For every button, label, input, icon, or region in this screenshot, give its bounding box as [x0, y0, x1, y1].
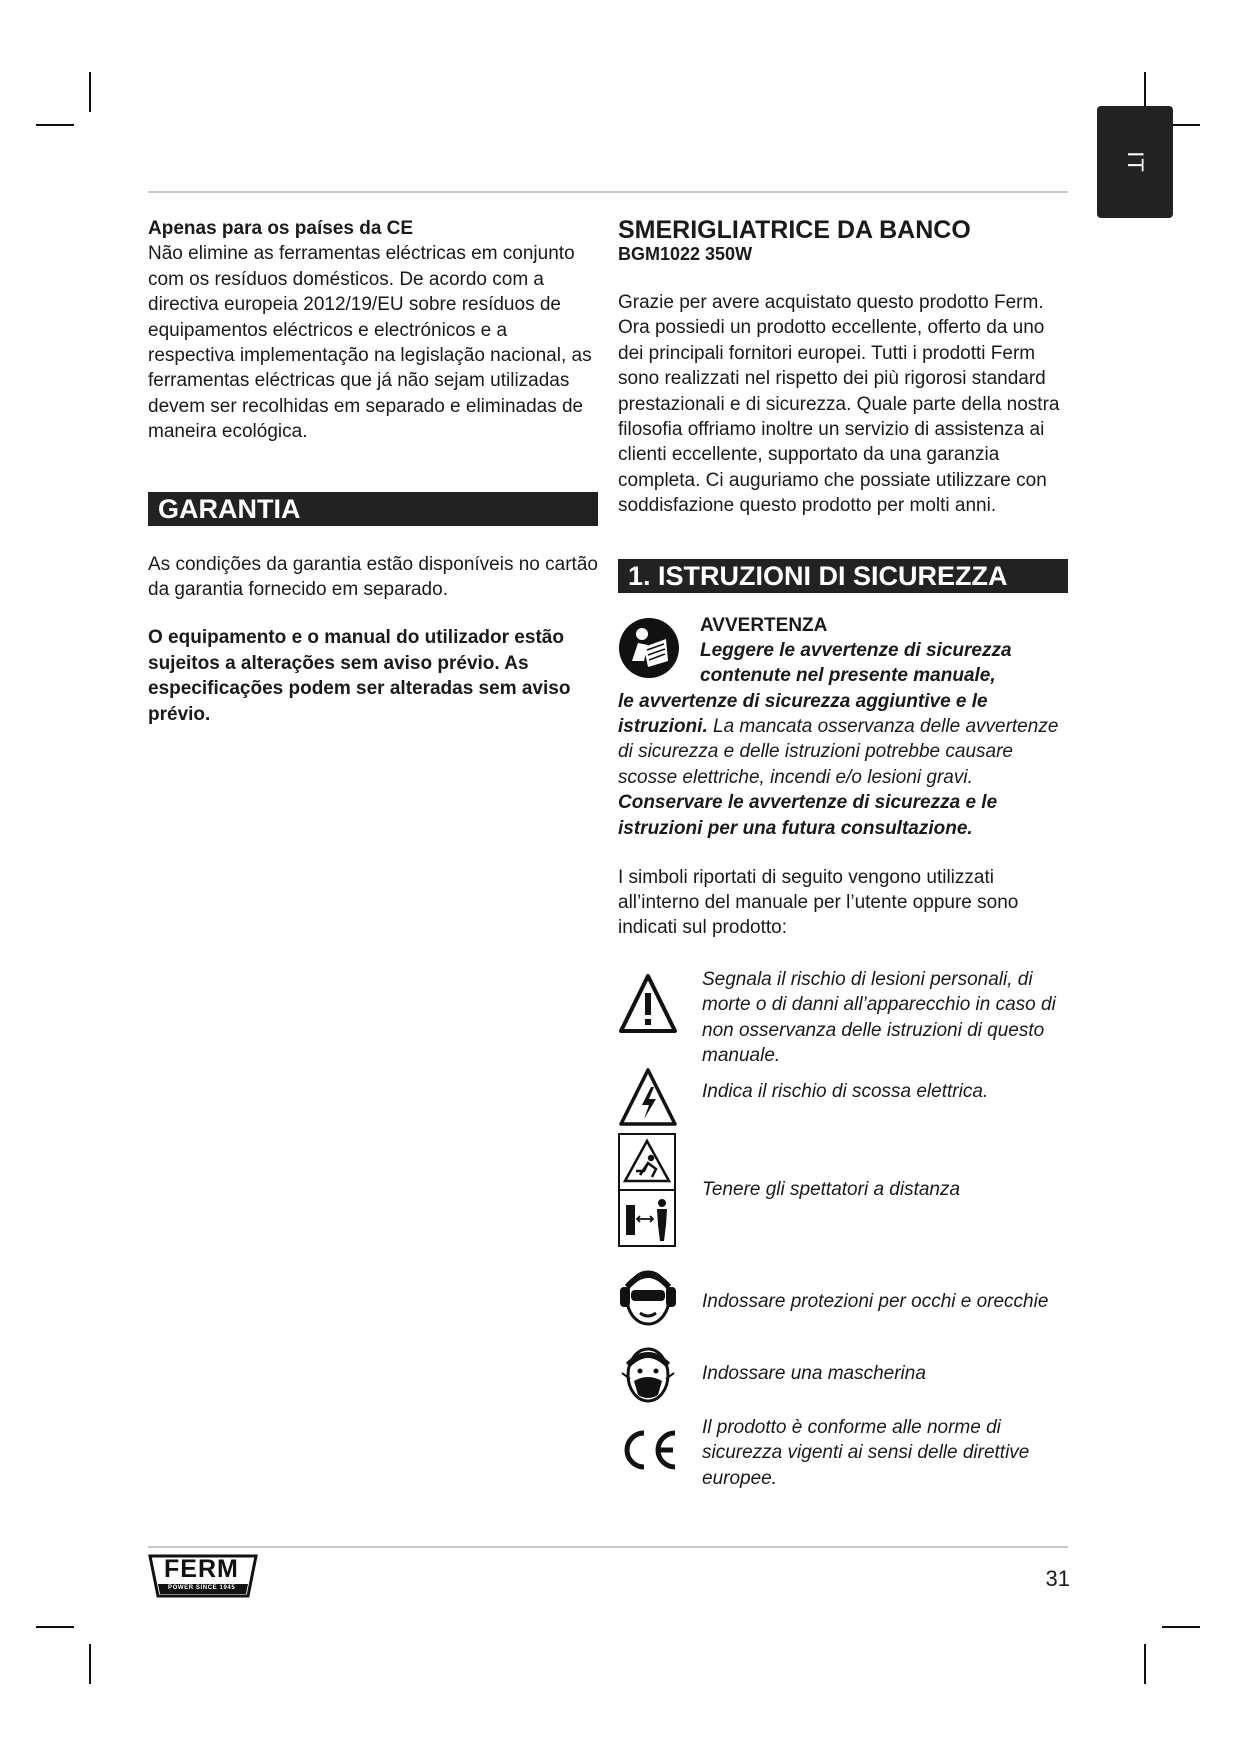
- product-model: BGM1022 350W: [618, 244, 753, 264]
- electric-shock-icon: [618, 1067, 678, 1132]
- crop-mark: [1162, 1626, 1200, 1628]
- warning-bold-3: Conservare le avvertenze di sicurezza e le istruzioni per una futura consultazione.: [618, 792, 998, 839]
- symbol-text: Indica il rischio di scossa elettrica.: [702, 1080, 989, 1102]
- footer-rule: [148, 1546, 1068, 1548]
- ce-body: Não elimine as ferramentas eléctricas em conjunto com os resíduos domésticos. De acordo com a directiva europeia 2012/19/EU sobre resíduos de equipamentos eléctricos e electrónicos e a respectiva implementação na legislação nacional, as ferramentas eléctricas que já não sejam utilizadas devem ser recolhidas em separado e eliminadas de maneira ecológica.: [148, 243, 592, 443]
- language-tab-label: IT: [1123, 151, 1148, 173]
- dust-mask-icon: [618, 1343, 678, 1410]
- warning-normal: La mancata osservanza delle avvertenze di sicurezza e delle istruzioni potrebbe causare scosse elettriche, incendi e/o lesioni gravi.: [618, 716, 1059, 788]
- language-tab: [1097, 106, 1173, 218]
- ce-heading: Apenas para os países da CE: [148, 218, 414, 239]
- warning-triangle-icon: [618, 973, 678, 1040]
- warning-label: AVVERTENZA: [700, 614, 828, 636]
- symbols-intro: I simboli riportati di seguito vengono utilizzati all’interno del manuale per l’utente oppure sono indicati sul prodotto:: [618, 866, 1019, 939]
- eye-ear-protection-icon: [618, 1265, 678, 1332]
- crop-mark: [1144, 1644, 1146, 1684]
- crop-mark: [36, 1626, 74, 1628]
- header-rule: [148, 191, 1068, 193]
- warning-bold-2: le avvertenze di sicurezza aggiuntive e le istruzioni.: [618, 690, 988, 738]
- symbol-list: [618, 967, 1068, 1507]
- symbol-text: Tenere gli spettatori a distanza: [702, 1178, 961, 1200]
- garantia-body: As condições da garantia estão disponíveis no cartão da garantia fornecido em separado.: [148, 553, 598, 601]
- warning-bold-1: Leggere le avvertenze di sicurezza contenute nel presente manuale,: [700, 639, 1012, 687]
- page-number: 31: [1045, 1566, 1070, 1591]
- symbol-text: Segnala il rischio di lesioni personali, di morte o di danni all’apparecchio in caso di non osservanza delle istruzioni di questo manuale.: [702, 968, 1056, 1067]
- symbol-text: Indossare una mascherina: [702, 1362, 926, 1384]
- ferm-logo: [148, 1554, 258, 1607]
- left-column: [148, 216, 598, 727]
- keep-bystanders-away-icon: [618, 1133, 676, 1252]
- symbol-text: Indossare protezioni per occhi e orecchie: [702, 1290, 1049, 1312]
- intro-text: Grazie per avere acquistato questo prodotto Ferm. Ora possiedi un prodotto eccellente, offerto da uno dei principali fornitori europei. Tutti i prodotti Ferm sono realizzati nel rispetto dei più rigorosi standard prestazionali e di sicurezza. Quale parte della nostra filosofia offriamo inoltre un servizio di assistenza ai clienti eccellente, supportato da una garanzia completa. Ci auguriamo che possiate utilizzare con soddisfazione questo prodotto per molti anni.: [618, 292, 1060, 517]
- warning-paragraph: [618, 689, 1068, 841]
- product-title: SMERIGLIATRICE DA BANCO: [618, 216, 971, 244]
- read-manual-icon: [618, 617, 680, 679]
- right-column: [618, 216, 1068, 1507]
- ferm-logo-tagline: POWER SINCE 1945: [168, 1585, 236, 1591]
- ferm-logo-text: FERM: [164, 1555, 239, 1583]
- ce-mark-icon: [618, 1427, 680, 1478]
- crop-mark: [89, 72, 91, 112]
- warning-block: [618, 613, 1068, 841]
- crop-mark: [36, 124, 74, 126]
- crop-mark: [89, 1644, 91, 1684]
- safety-section-title: 1. ISTRUZIONI DI SICUREZZA: [618, 559, 1068, 593]
- change-notice: O equipamento e o manual do utilizador estão sujeitos a alterações sem aviso prévio. As especificações podem ser alteradas sem aviso prévio.: [148, 627, 571, 725]
- symbol-text: Il prodotto è conforme alle norme di sicurezza vigenti ai sensi delle direttive europee.: [702, 1416, 1030, 1489]
- garantia-title: GARANTIA: [148, 492, 598, 526]
